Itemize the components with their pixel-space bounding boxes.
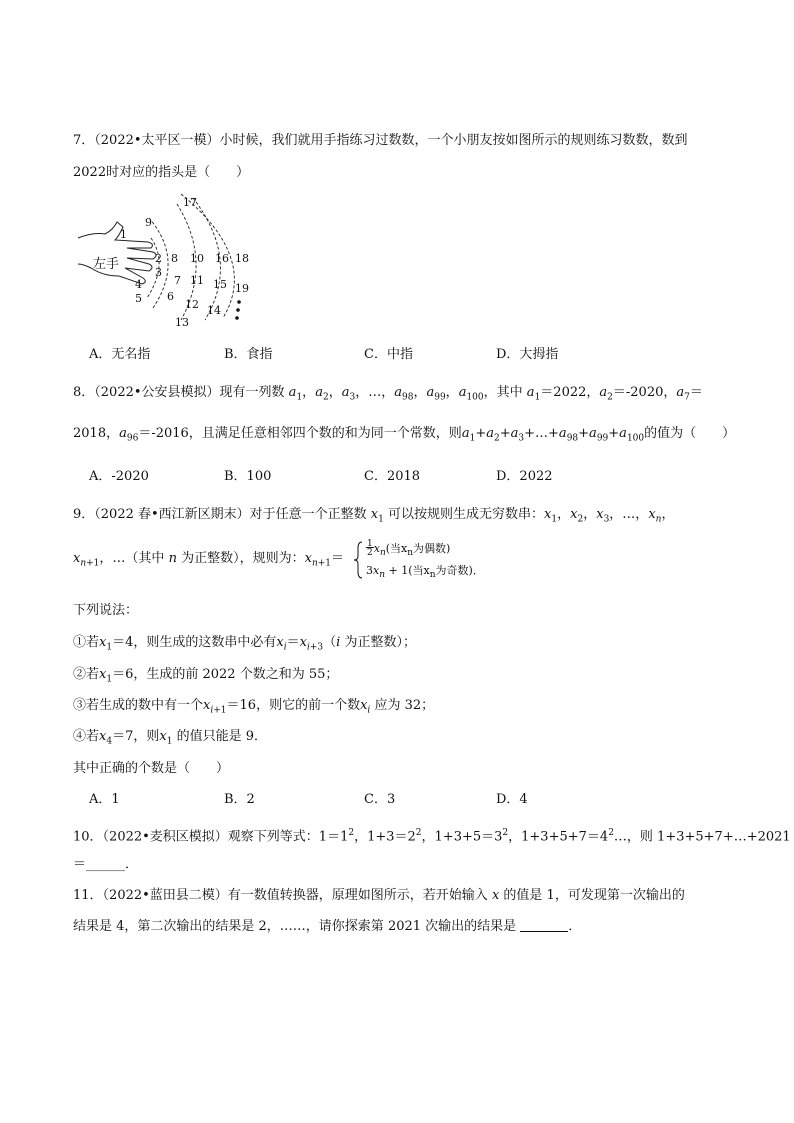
left-brace xyxy=(354,542,362,578)
q7-option-d[interactable]: D．大拇指 xyxy=(496,347,559,362)
q7-stem-line1: 7．（2022•太平区一模）小时候，我们就用手指练习过数数，一个小朋友按如图所示的规则练习数数，数到 xyxy=(73,133,688,148)
continuation-dot xyxy=(236,308,240,312)
q9-statement-4: ④若$x_4=7$，则$x_1$ 的值只能是 9． xyxy=(73,729,267,747)
q8-stem-line2: 2018，$a_{96}=-2016$，且满足任意相邻四个数的和为同一个常数，则$a_1+a_2+a_3+\dots+a_{98}+a_{99}+a_{100}$的值为（ ） xyxy=(73,426,736,444)
finger-number: 9 xyxy=(145,216,152,229)
finger-number: 11 xyxy=(190,274,204,287)
q11-stem-line1: 11．（2022•蓝田县二模）有一数值转换器，原理如图所示，若开始输入 x 的值是 1，可发现第一次输出的 xyxy=(73,888,685,903)
finger-number: 19 xyxy=(235,282,249,295)
hand-label: 左手 xyxy=(93,257,120,272)
q9-option-d[interactable]: D．4 xyxy=(496,792,528,807)
case-odd: $3x_n + 1$(当$x_n$为奇数)． xyxy=(366,564,484,581)
q9-stem-line2: $x_{n+1}$，…（其中 n 为正整数），规则为：$x_{n+1}=$ xyxy=(73,551,345,569)
q9-option-a[interactable]: A．1 xyxy=(89,792,120,807)
q9-intro: 下列说法： xyxy=(73,603,139,618)
q11-answer-blank[interactable] xyxy=(520,919,568,932)
q9-statement-1: ①若$x_1=4$，则生成的这数串中必有$x_i=x_{i+3}(i$ 为正整数）； xyxy=(73,635,416,653)
q10-stem-line2: ＝______． xyxy=(73,857,139,872)
q8-option-a[interactable]: A．-2020 xyxy=(89,469,149,484)
q8-stem-line1: 8．（2022•公安县模拟）现有一列数 $a_1$，$a_2$，$a_3$，…，$a_{98}$，$a_{99}$，$a_{100}$，其中 $a_1=2022$，$a_2=-2020$，$a_7=$ xyxy=(73,385,703,403)
finger-number: 12 xyxy=(185,298,199,311)
q7-option-b[interactable]: B．食指 xyxy=(224,347,273,362)
piecewise-rule xyxy=(354,540,494,580)
continuation-dot xyxy=(237,300,241,304)
q9-option-c[interactable]: C．3 xyxy=(364,792,396,807)
q10-stem-line1: 10．（2022•麦积区模拟）观察下列等式：$1=1^2$，$1+3=2^2$，$1+3+5=3^2$，$1+3+5+7=4^2\dots$，则 1+3+5+7+…+2021 xyxy=(73,828,791,845)
continuation-dot xyxy=(235,316,239,320)
q9-question: 其中正确的个数是（ ） xyxy=(73,761,230,776)
finger-number: 4 xyxy=(135,278,142,291)
finger-number: 6 xyxy=(167,290,174,303)
finger-number: 15 xyxy=(213,278,227,291)
finger-number: 3 xyxy=(155,266,162,279)
q8-option-c[interactable]: C．2018 xyxy=(364,469,421,484)
finger-number: 14 xyxy=(207,304,221,317)
q9-statement-3: ③若生成的数中有一个$x_{i+1}=16$，则它的前一个数$x_i$ 应为 32； xyxy=(73,698,435,716)
q7-stem-line2: 2022时对应的指头是（ ） xyxy=(73,165,250,180)
q9-stem-line1: 9．（2022 春•西江新区期末）对于任意一个正整数 $x_1$ 可以按规则生成无穷数串：$x_1$，$x_2$，$x_3$，…，$x_n$， xyxy=(73,507,675,525)
finger-number: 1 xyxy=(120,228,127,241)
q9-options xyxy=(0,791,794,809)
q9-option-b[interactable]: B．2 xyxy=(224,792,255,807)
finger-number: 18 xyxy=(235,252,249,265)
finger-number: 8 xyxy=(171,252,178,265)
q8-option-b[interactable]: B．100 xyxy=(224,469,272,484)
finger-number: 2 xyxy=(155,252,162,265)
q8-option-d[interactable]: D．2022 xyxy=(496,469,553,484)
q7-options xyxy=(0,346,794,364)
finger-number: 7 xyxy=(174,274,181,287)
q7-option-c[interactable]: C．中指 xyxy=(364,347,413,362)
q8-options xyxy=(0,468,794,486)
q9-statement-2: ②若$x_1=6$，生成的前 2022 个数之和为 55； xyxy=(73,667,339,685)
finger-number: 16 xyxy=(215,252,229,265)
finger-number: 5 xyxy=(135,292,142,305)
hand-outline xyxy=(78,222,156,284)
finger-number: 13 xyxy=(175,316,189,329)
finger-counting-figure xyxy=(73,192,273,332)
case-even: 1 $2x_n$(当$x_n$为偶数) xyxy=(367,539,451,559)
q11-stem-line2: 结果是 4，第二次输出的结果是 2，……，请你探索第 2021 次输出的结果是 ． xyxy=(73,919,582,934)
finger-number: 10 xyxy=(190,252,204,265)
q7-option-a[interactable]: A．无名指 xyxy=(89,347,151,362)
finger-number: 17 xyxy=(183,196,197,209)
